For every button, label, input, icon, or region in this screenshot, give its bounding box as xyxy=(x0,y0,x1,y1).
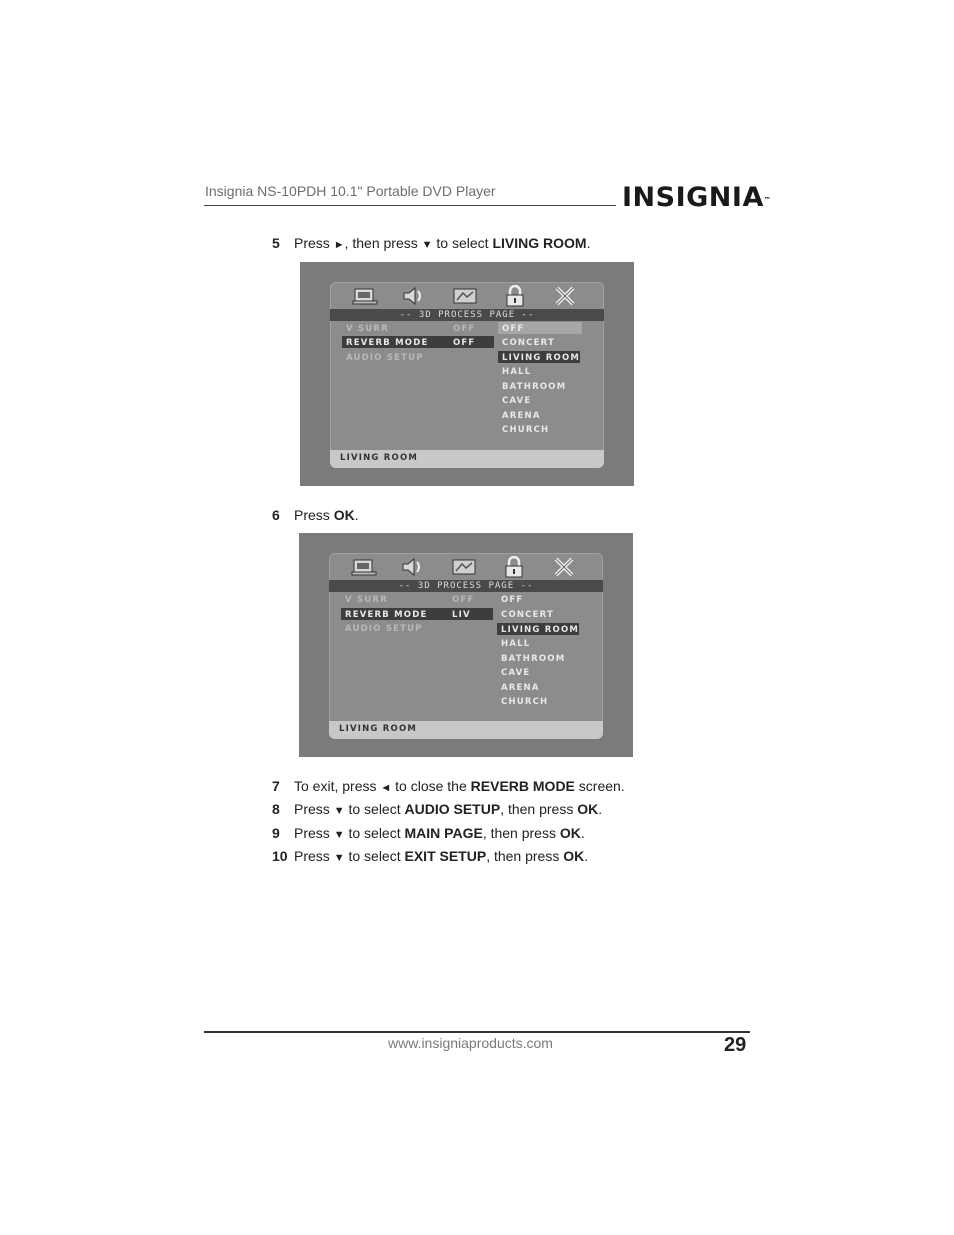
step-keyword: OK xyxy=(333,507,355,523)
step-9 xyxy=(272,825,585,841)
osd-panel xyxy=(329,553,603,739)
step-8 xyxy=(272,801,602,817)
footer-url[interactable]: www.insigniaproducts.com xyxy=(388,1035,553,1051)
osd-page-title: -- 3D PROCESS PAGE -- xyxy=(398,581,534,591)
step-text: to select xyxy=(344,825,405,841)
step-keyword: AUDIO SETUP xyxy=(404,801,501,817)
menu-item-v-surr: V SURR xyxy=(345,595,388,605)
menu-item-audio-setup: AUDIO SETUP xyxy=(346,353,424,363)
audio-setup-icon xyxy=(400,285,426,307)
menu-item-reverb-mode: REVERB MODE xyxy=(345,610,428,620)
osd-screenshot-2 xyxy=(299,533,633,757)
osd-status-bar xyxy=(330,450,604,468)
logo-text: INSIGNIA xyxy=(622,182,764,213)
option-item: HALL xyxy=(501,639,531,649)
step-text: Press xyxy=(294,825,334,841)
osd-screenshot-1 xyxy=(300,262,634,486)
option-item: CAVE xyxy=(501,668,531,678)
step-text: , then press xyxy=(344,235,422,251)
step-10 xyxy=(272,848,588,864)
step-text: , then press xyxy=(486,848,564,864)
footer-rule xyxy=(204,1031,750,1033)
step-text: To exit, press xyxy=(294,778,381,794)
step-text: to select xyxy=(344,801,405,817)
step-keyword: OK xyxy=(563,848,585,864)
menu-value: OFF xyxy=(452,595,475,605)
osd-status-bar xyxy=(329,721,603,739)
exit-close-icon xyxy=(551,556,577,578)
general-setup-icon xyxy=(351,556,377,578)
video-setup-icon xyxy=(451,556,477,578)
step-text: . xyxy=(584,848,589,864)
step-text: Press xyxy=(294,507,334,523)
step-keyword: REVERB MODE xyxy=(470,778,575,794)
osd-icon-bar xyxy=(330,282,604,312)
osd-page-title: -- 3D PROCESS PAGE -- xyxy=(399,310,535,320)
step-6 xyxy=(272,507,359,523)
step-text: Press xyxy=(294,801,334,817)
exit-close-icon xyxy=(552,285,578,307)
step-text: to select xyxy=(432,235,493,251)
menu-item-audio-setup: AUDIO SETUP xyxy=(345,624,423,634)
menu-value: OFF xyxy=(453,338,476,348)
menu-value: OFF xyxy=(453,324,476,334)
header-title: Insignia NS-10PDH 10.1" Portable DVD Player xyxy=(205,183,496,199)
step-keyword: LIVING ROOM xyxy=(492,235,587,251)
option-item: HALL xyxy=(502,367,532,377)
step-number: 9 xyxy=(272,825,280,841)
option-item: CONCERT xyxy=(501,610,554,620)
step-keyword: OK xyxy=(559,825,581,841)
menu-item-v-surr: V SURR xyxy=(346,324,389,334)
insignia-logo xyxy=(622,183,771,213)
step-text: , then press xyxy=(500,801,578,817)
step-text: . xyxy=(598,801,603,817)
option-item: ARENA xyxy=(501,683,540,693)
option-item: LIVING ROOM xyxy=(501,625,580,635)
header-rule xyxy=(204,205,616,206)
step-7 xyxy=(272,778,625,794)
menu-value: LIV xyxy=(452,610,471,620)
option-item: CHURCH xyxy=(501,697,549,707)
step-text: Press xyxy=(294,848,334,864)
step-number: 8 xyxy=(272,801,280,817)
step-text: . xyxy=(354,507,359,523)
option-item: BATHROOM xyxy=(501,654,566,664)
step-text: , then press xyxy=(482,825,560,841)
option-item: OFF xyxy=(501,595,524,605)
step-text: . xyxy=(580,825,585,841)
step-text: Press xyxy=(294,235,334,251)
osd-status-text: LIVING ROOM xyxy=(339,724,418,734)
option-item: ARENA xyxy=(502,411,541,421)
osd-title-bar xyxy=(329,580,603,592)
step-5 xyxy=(272,235,590,251)
step-number: 7 xyxy=(272,778,280,794)
step-text: to select xyxy=(344,848,405,864)
option-item: LIVING ROOM xyxy=(502,353,581,363)
option-item: CAVE xyxy=(502,396,532,406)
osd-status-text: LIVING ROOM xyxy=(340,453,419,463)
osd-title-bar xyxy=(330,309,604,321)
down-arrow-icon: ▼ xyxy=(333,852,345,864)
step-keyword: EXIT SETUP xyxy=(404,848,487,864)
option-item: CHURCH xyxy=(502,425,550,435)
general-setup-icon xyxy=(352,285,378,307)
audio-setup-icon xyxy=(399,556,425,578)
left-arrow-icon: ◄ xyxy=(380,782,392,794)
osd-panel xyxy=(330,282,604,468)
logo-tm: ™ xyxy=(763,196,772,204)
step-keyword: MAIN PAGE xyxy=(404,825,483,841)
video-setup-icon xyxy=(452,285,478,307)
step-number: 10 xyxy=(272,848,288,864)
right-arrow-icon: ► xyxy=(333,239,345,251)
lock-icon xyxy=(502,285,528,307)
step-keyword: OK xyxy=(577,801,599,817)
page-number: 29 xyxy=(724,1034,747,1056)
step-text: to close the xyxy=(391,778,471,794)
osd-icon-bar xyxy=(329,553,603,583)
step-text: screen. xyxy=(574,778,625,794)
down-arrow-icon: ▼ xyxy=(333,805,345,817)
step-number: 5 xyxy=(272,235,280,251)
down-arrow-icon: ▼ xyxy=(421,239,433,251)
option-item: BATHROOM xyxy=(502,382,567,392)
step-text: . xyxy=(586,235,591,251)
down-arrow-icon: ▼ xyxy=(333,829,345,841)
step-number: 6 xyxy=(272,507,280,523)
menu-item-reverb-mode: REVERB MODE xyxy=(346,338,429,348)
lock-icon xyxy=(501,556,527,578)
option-item: CONCERT xyxy=(502,338,555,348)
option-item: OFF xyxy=(502,324,525,334)
